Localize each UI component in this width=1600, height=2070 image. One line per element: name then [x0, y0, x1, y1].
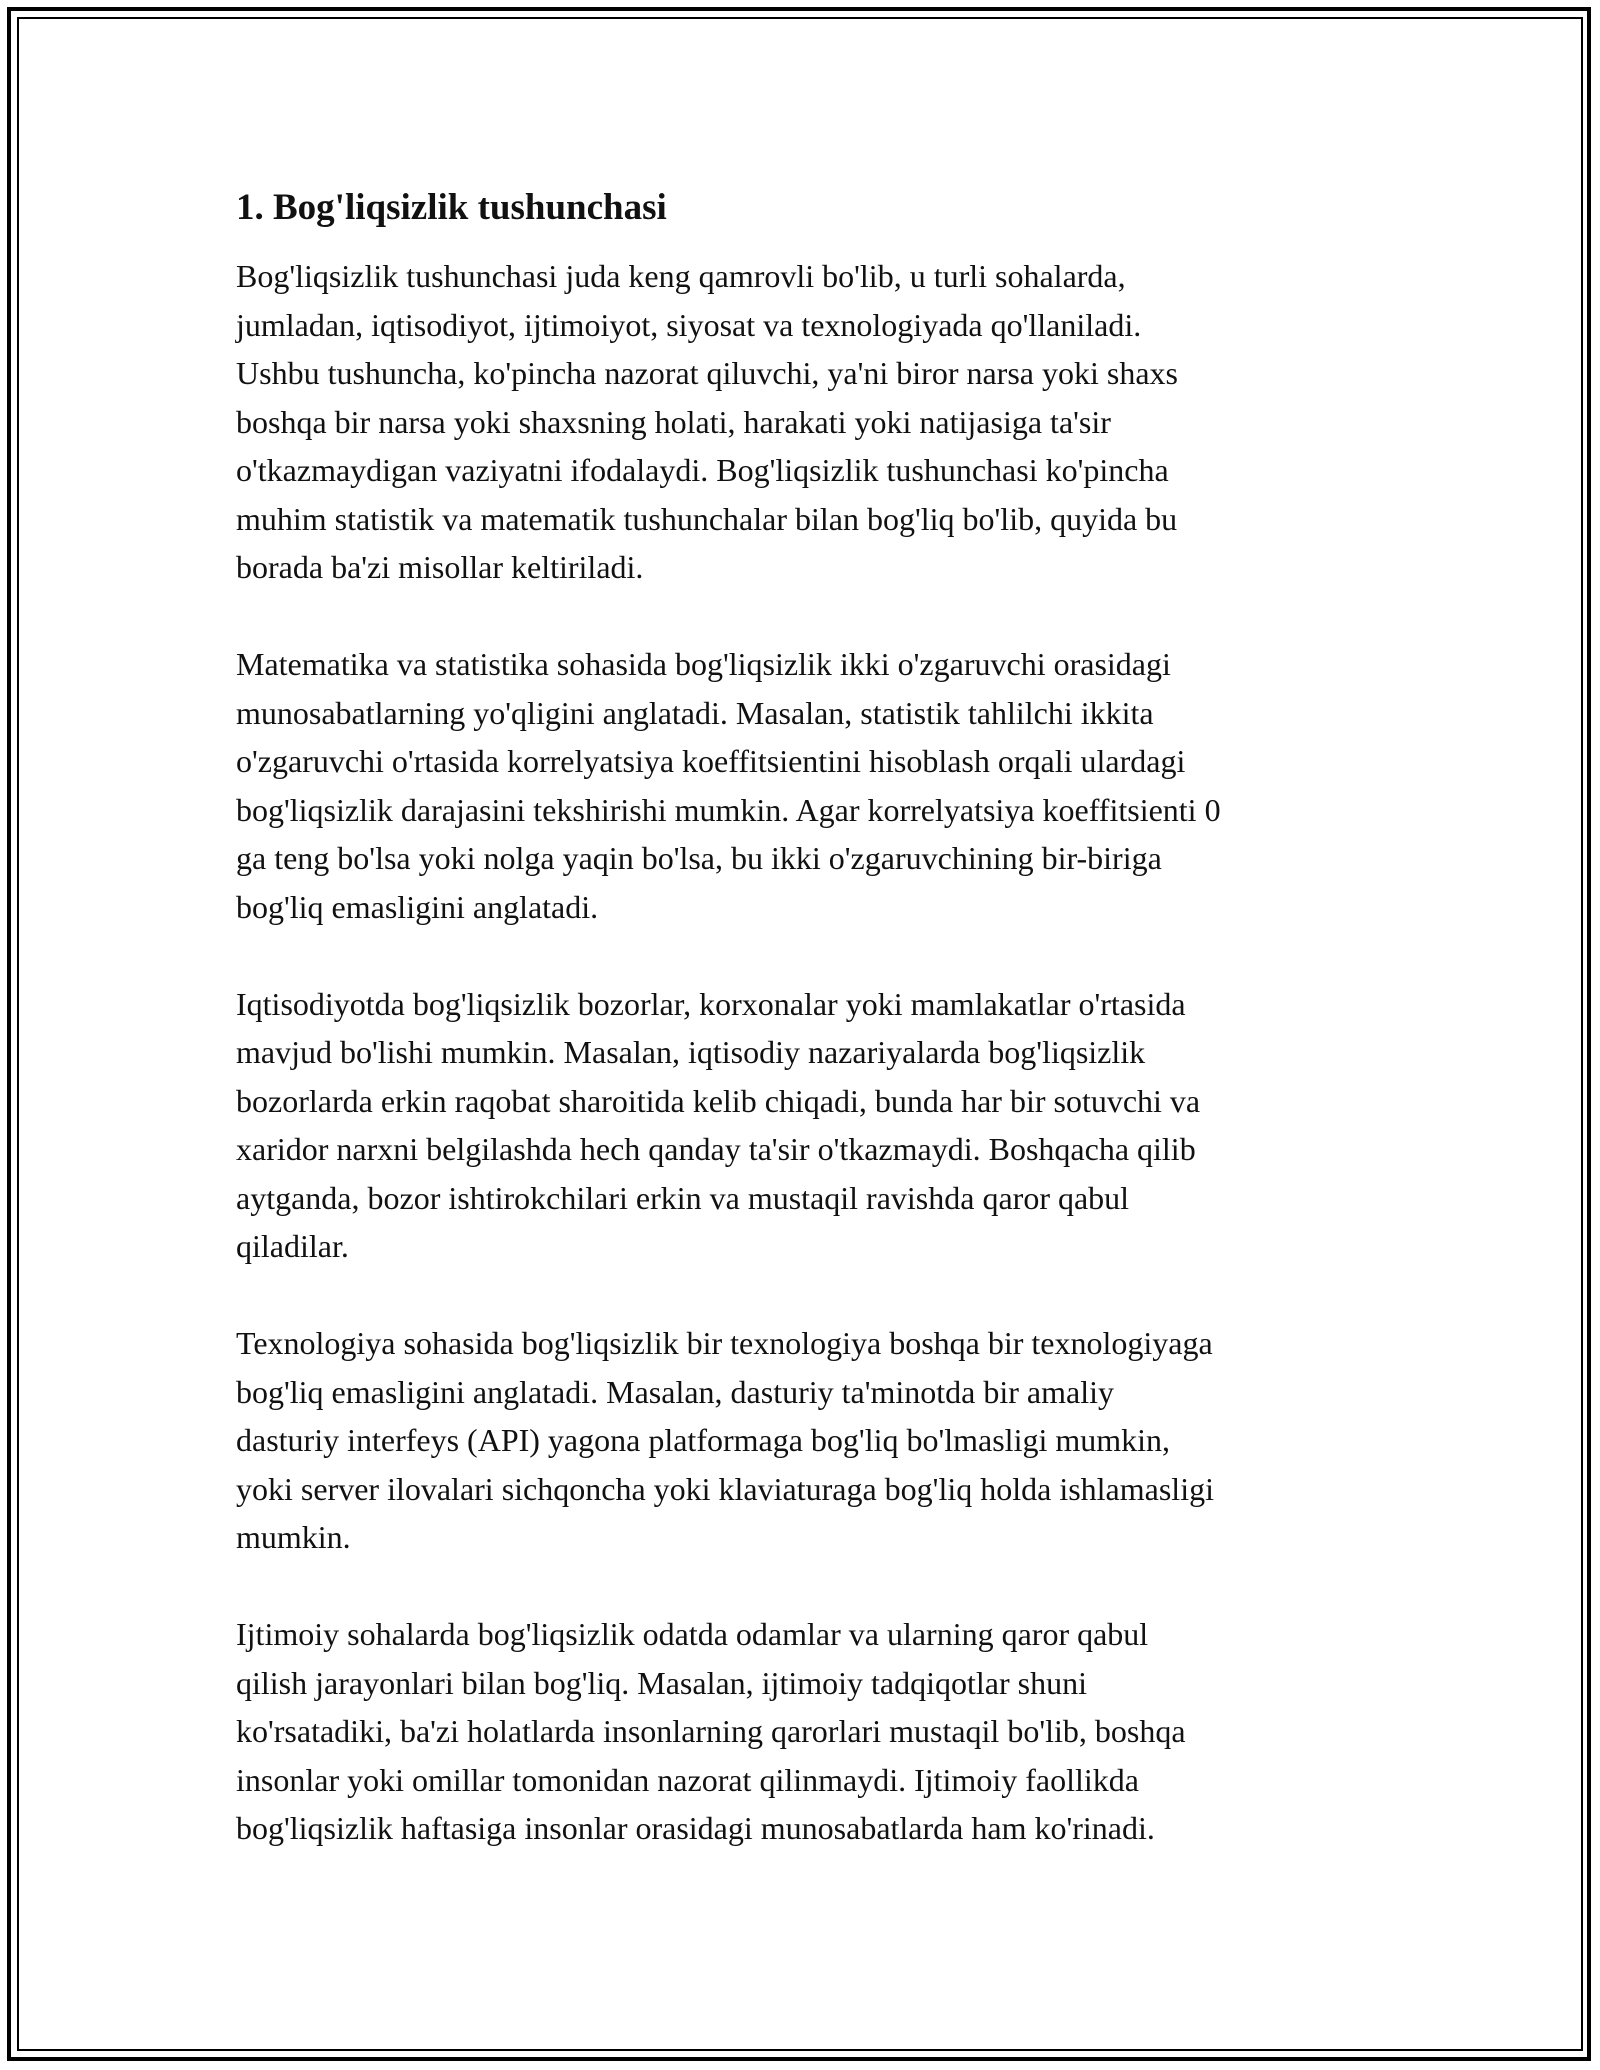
- text-line: insonlar yoki omillar tomonidan nazorat qilinmaydi. Ijtimoiy faollikda: [236, 1761, 1139, 1798]
- paragraph-economics: [236, 980, 1376, 1271]
- text-line: Iqtisodiyotda bog'liqsizlik bozorlar, korxonalar yoki mamlakatlar o'rtasida: [236, 985, 1186, 1022]
- paragraph-mathematics: [236, 640, 1376, 931]
- text-line: bog'liqsizlik haftasiga insonlar orasidagi munosabatlarda ham ko'rinadi.: [236, 1810, 1155, 1846]
- text-line: bog'liq emasligini anglatadi.: [236, 888, 599, 925]
- paragraph-technology: [236, 1319, 1376, 1562]
- text-line: boshqa bir narsa yoki shaxsning holati, harakati yoki natijasiga ta'sir: [236, 403, 1111, 440]
- text-line: dasturiy interfeys (API) yagona platformaga bog'liq bo'lmasligi mumkin,: [236, 1422, 1171, 1458]
- text-line: jumladan, iqtisodiyot, ijtimoiyot, siyosat va texnologiyada qo'llaniladi.: [236, 306, 1142, 343]
- text-line: bog'liq emasligini anglatadi. Masalan, dasturiy ta'minotda bir amaliy: [236, 1373, 1114, 1410]
- text-line: Ijtimoiy sohalarda bog'liqsizlik odatda odamlar va ularning qaror qabul: [236, 1616, 1149, 1652]
- text-line: ko'rsatadiki, ba'zi holatlarda insonlarning qarorlari mustaqil bo'lib, boshqa: [236, 1713, 1186, 1749]
- text-line: Bog'liqsizlik tushunchasi juda keng qamrovli bo'lib, u turli sohalarda,: [236, 258, 1126, 294]
- text-line: xaridor narxni belgilashda hech qanday ta'sir o'tkazmaydi. Boshqacha qilib: [236, 1131, 1196, 1167]
- text-line: ga teng bo'lsa yoki nolga yaqin bo'lsa, bu ikki o'zgaruvchining bir-biriga: [236, 840, 1162, 876]
- text-line: Texnologiya sohasida bog'liqsizlik bir texnologiya boshqa bir texnologiyaga: [236, 1325, 1213, 1361]
- text-line: Ushbu tushuncha, ko'pincha nazorat qiluvchi, ya'ni biror narsa yoki shaxs: [236, 355, 1178, 391]
- text-line: o'zgaruvchi o'rtasida korrelyatsiya koeffitsientini hisoblash orqali ulardagi: [236, 743, 1186, 779]
- document-body: [236, 184, 1376, 1901]
- text-line: qiladilar.: [236, 1228, 349, 1264]
- text-line: qilish jarayonlari bilan bog'liq. Masalan, ijtimoiy tadqiqotlar shuni: [236, 1664, 1087, 1701]
- text-line: o'tkazmaydigan vaziyatni ifodalaydi. Bog'liqsizlik tushunchasi ko'pincha: [236, 452, 1169, 488]
- text-line: muhim statistik va matematik tushunchalar bilan bog'liq bo'lib, quyida bu: [236, 500, 1178, 537]
- paragraph-intro: [236, 252, 1376, 592]
- text-line: munosabatlarning yo'qligini anglatadi. Masalan, statistik tahlilchi ikkita: [236, 694, 1154, 731]
- text-line: yoki server ilovalari sichqoncha yoki klaviaturaga bog'liq holda ishlamasligi: [236, 1470, 1214, 1507]
- text-line: bozorlarda erkin raqobat sharoitida kelib chiqadi, bunda har bir sotuvchi va: [236, 1082, 1201, 1119]
- text-line: Matematika va statistika sohasida bog'liqsizlik ikki o'zgaruvchi orasidagi: [236, 646, 1171, 682]
- text-line: mumkin.: [236, 1519, 351, 1555]
- text-line: mavjud bo'lishi mumkin. Masalan, iqtisodiy nazariyalarda bog'liqsizlik: [236, 1034, 1146, 1070]
- text-line: bog'liqsizlik darajasini tekshirishi mumkin. Agar korrelyatsiya koeffitsienti 0: [236, 791, 1221, 828]
- section-heading: 1. Bog'liqsizlik tushunchasi: [236, 187, 667, 228]
- text-line: borada ba'zi misollar keltiriladi.: [236, 549, 644, 585]
- text-line: aytganda, bozor ishtirokchilari erkin va mustaqil ravishda qaror qabul: [236, 1179, 1130, 1216]
- paragraph-social: [236, 1610, 1376, 1853]
